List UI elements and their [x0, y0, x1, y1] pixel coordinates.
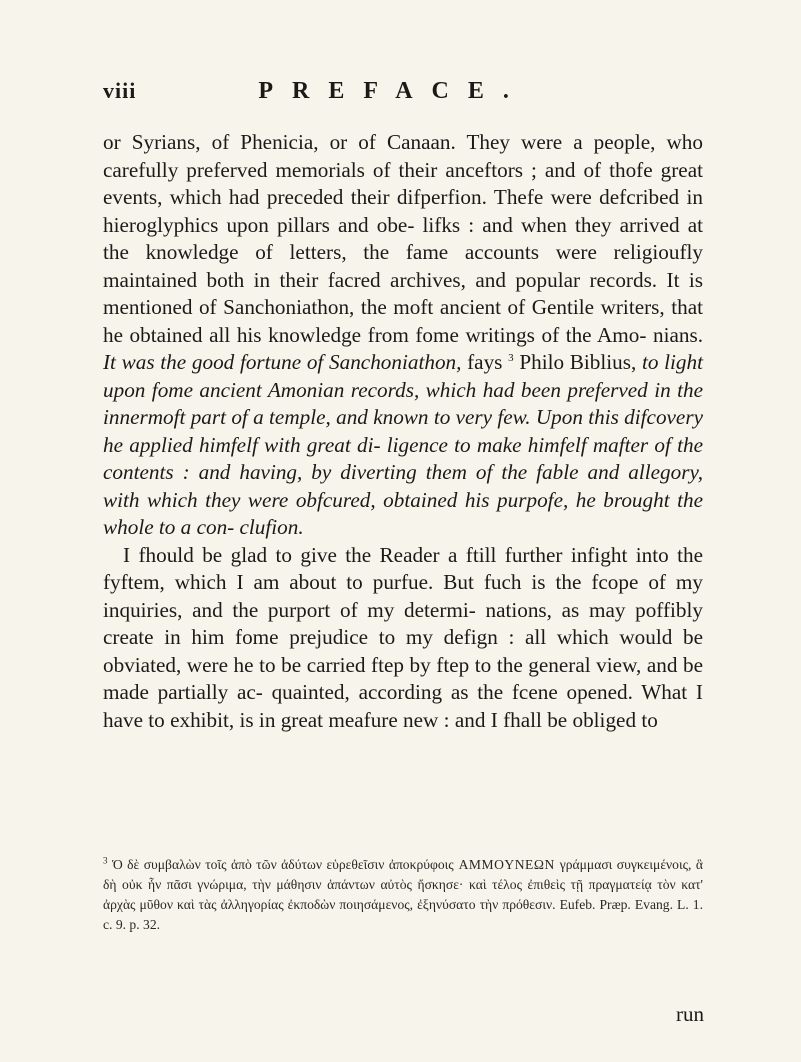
- footnote-mark: 3: [103, 855, 108, 866]
- page-number: viii: [103, 78, 137, 103]
- body-text: [103, 129, 703, 734]
- footnote: [103, 855, 703, 935]
- footnote-reference: 3: [508, 351, 514, 364]
- author-name: Philo Biblius,: [513, 350, 642, 374]
- paragraph-2: I fhould be glad to give the Reader a ftill further infight into the fyftem, which I am about to purfue. But fuch is the fcope of my inquiries, and the purport of my determi- nations, as may poffibly create in him fome prejudice to my defign : all which would be obviated, were he to be carried ftep by ftep to the general view, and be made partially ac- quainted, according as the fcene opened. What I have to exhibit, is in great meafure new : and I fhall be obliged to: [103, 542, 703, 732]
- quotation-body: to light upon fome ancient Amonian records, which had been preferved in the innermoft part of a temple, and known to very few. Upon this difcovery he applied himfelf with great di- ligence to make himfelf mafter of the contents : and having, by diverting them of the fable and allegory, with which they were obfcured, obtained his purpofe, he brought the whole to a con- clufion.: [103, 350, 703, 539]
- footnote-source: Eufeb. Præp. Evang. L. 1. c. 9. p. 32.: [103, 897, 703, 932]
- paragraph-1-text: or Syrians, of Phenicia, or of Canaan. They were a people, who carefully preferved memorials of their anceftors ; and of thofe great events, which had preceded their difperfion. Thefe were defcribed in hieroglyphics upon pillars and obe- lifks : and when they arrived at the knowledge of letters, the fame accounts were religioufly maintained both in their facred archives, and popular records. It is mentioned of Sanchoniathon, the moft ancient of Gentile writers, that he obtained all his knowledge from fome writings of the Amo- nians.: [103, 130, 703, 347]
- paragraph-1: [103, 129, 703, 542]
- running-head: [103, 78, 703, 108]
- running-title: PREFACE.: [258, 78, 528, 104]
- catchword: run: [676, 1002, 704, 1026]
- footnote-greek-caps: AMMOYNEΩN: [453, 857, 560, 872]
- footnote-greek-text-continued: γράμμασι συγκειμένοις, ἃ δὴ οὐκ ἦν πᾶσι γνώριμα, τὴν μάθησιν ἁπάντων αὐτὸς ἤσκησε· καὶ τέλος ἐπιθεὶς τῇ πραγματείᾳ τὸν κατ' ἀρχὰς μῦθον καὶ τὰς ἀλληγορίας ἐκποδὼν ποιησάμενος, ἐξηνύσατο τὴν πρόθεσιν.: [103, 857, 703, 912]
- says-text: fays: [461, 350, 509, 374]
- quotation-opening: It was the good fortune of Sanchoniathon,: [103, 350, 462, 374]
- footnote-greek-text: Ὁ δὲ συμβαλὼν τοῖς ἀπὸ τῶν ἀδύτων εὑρεθεῖσιν ἀποκρύφοις: [111, 857, 454, 872]
